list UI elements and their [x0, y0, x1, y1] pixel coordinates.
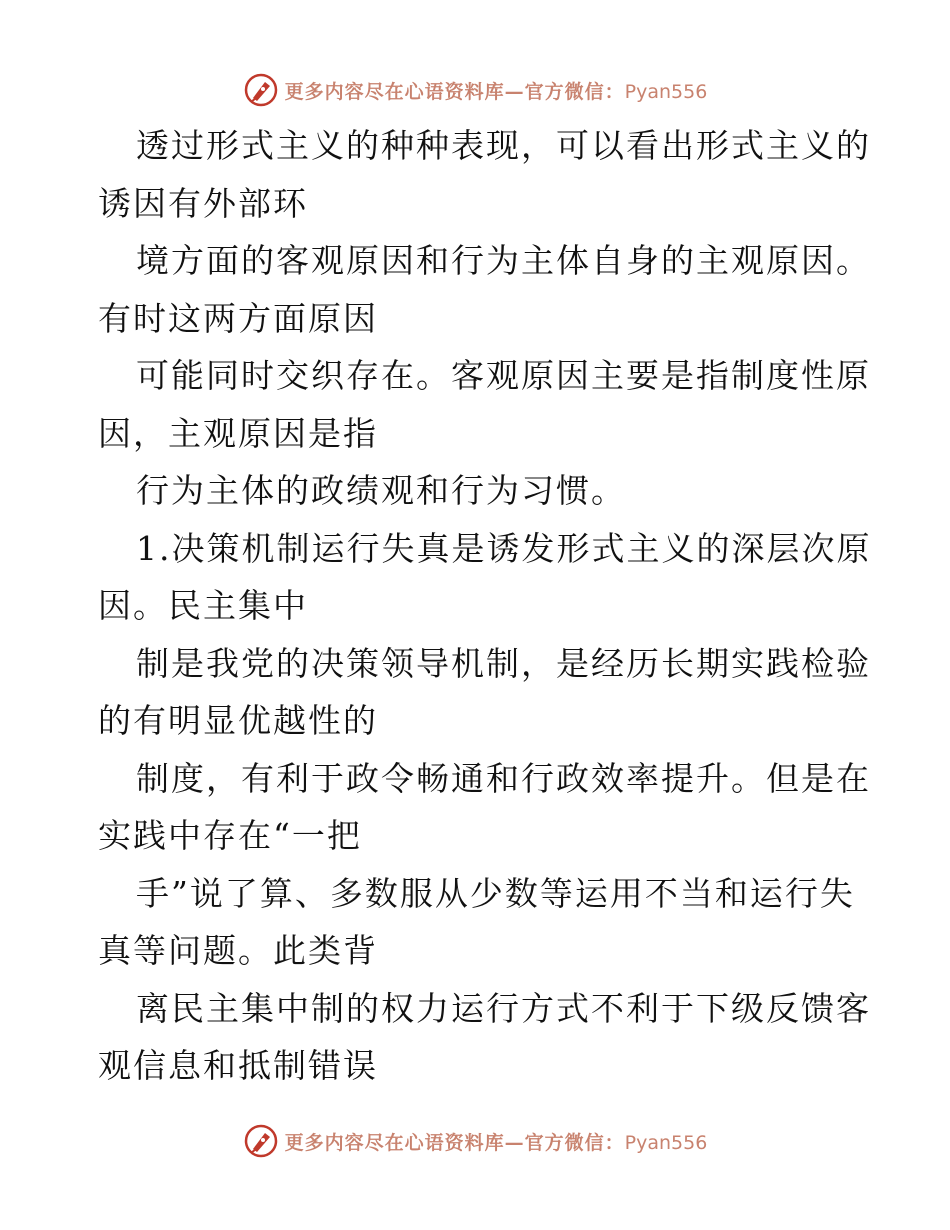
text-line: 手”说了算、多数服从少数等运用不当和运行失 — [136, 873, 855, 913]
text-line: 制是我党的决策领导机制，是经历长期实践检验 — [136, 643, 871, 683]
text-line: 实践中存在“一把 — [98, 816, 362, 855]
text-line: 因。民主集中 — [98, 586, 308, 625]
footer-watermark — [0, 1121, 950, 1161]
pen-nib-logo-icon — [243, 72, 279, 108]
text-line: 行为主体的政绩观和行为习惯。 — [136, 471, 626, 510]
header-watermark — [0, 70, 950, 110]
text-line: 透过形式主义的种种表现，可以看出形式主义的 — [136, 126, 871, 165]
document-body — [98, 117, 872, 1095]
text-line: 因，主观原因是指 — [98, 413, 378, 453]
text-line: 制度，有利于政令畅通和行政效率提升。但是在 — [136, 758, 871, 798]
text-line: 1.决策机制运行失真是诱发形式主义的深层次原 — [136, 528, 872, 568]
text-line: 真等问题。此类背 — [98, 931, 378, 970]
text-line: 离民主集中制的权力运行方式不利于下级反馈客 — [136, 988, 871, 1028]
text-line: 可能同时交织存在。客观原因主要是指制度性原 — [136, 356, 871, 395]
text-line: 观信息和抵制错误 — [98, 1046, 378, 1085]
text-line: 诱因有外部环 — [98, 183, 308, 223]
pen-nib-logo-icon — [243, 1123, 279, 1159]
text-line: 的有明显优越性的 — [98, 701, 378, 740]
watermark-text: 更多内容尽在心语资料库—官方微信：Pyan556 — [284, 1131, 708, 1154]
text-line: 境方面的客观原因和行为主体自身的主观原因。 — [136, 241, 871, 280]
watermark-text: 更多内容尽在心语资料库—官方微信：Pyan556 — [284, 80, 708, 103]
text-line: 有时这两方面原因 — [98, 298, 378, 338]
